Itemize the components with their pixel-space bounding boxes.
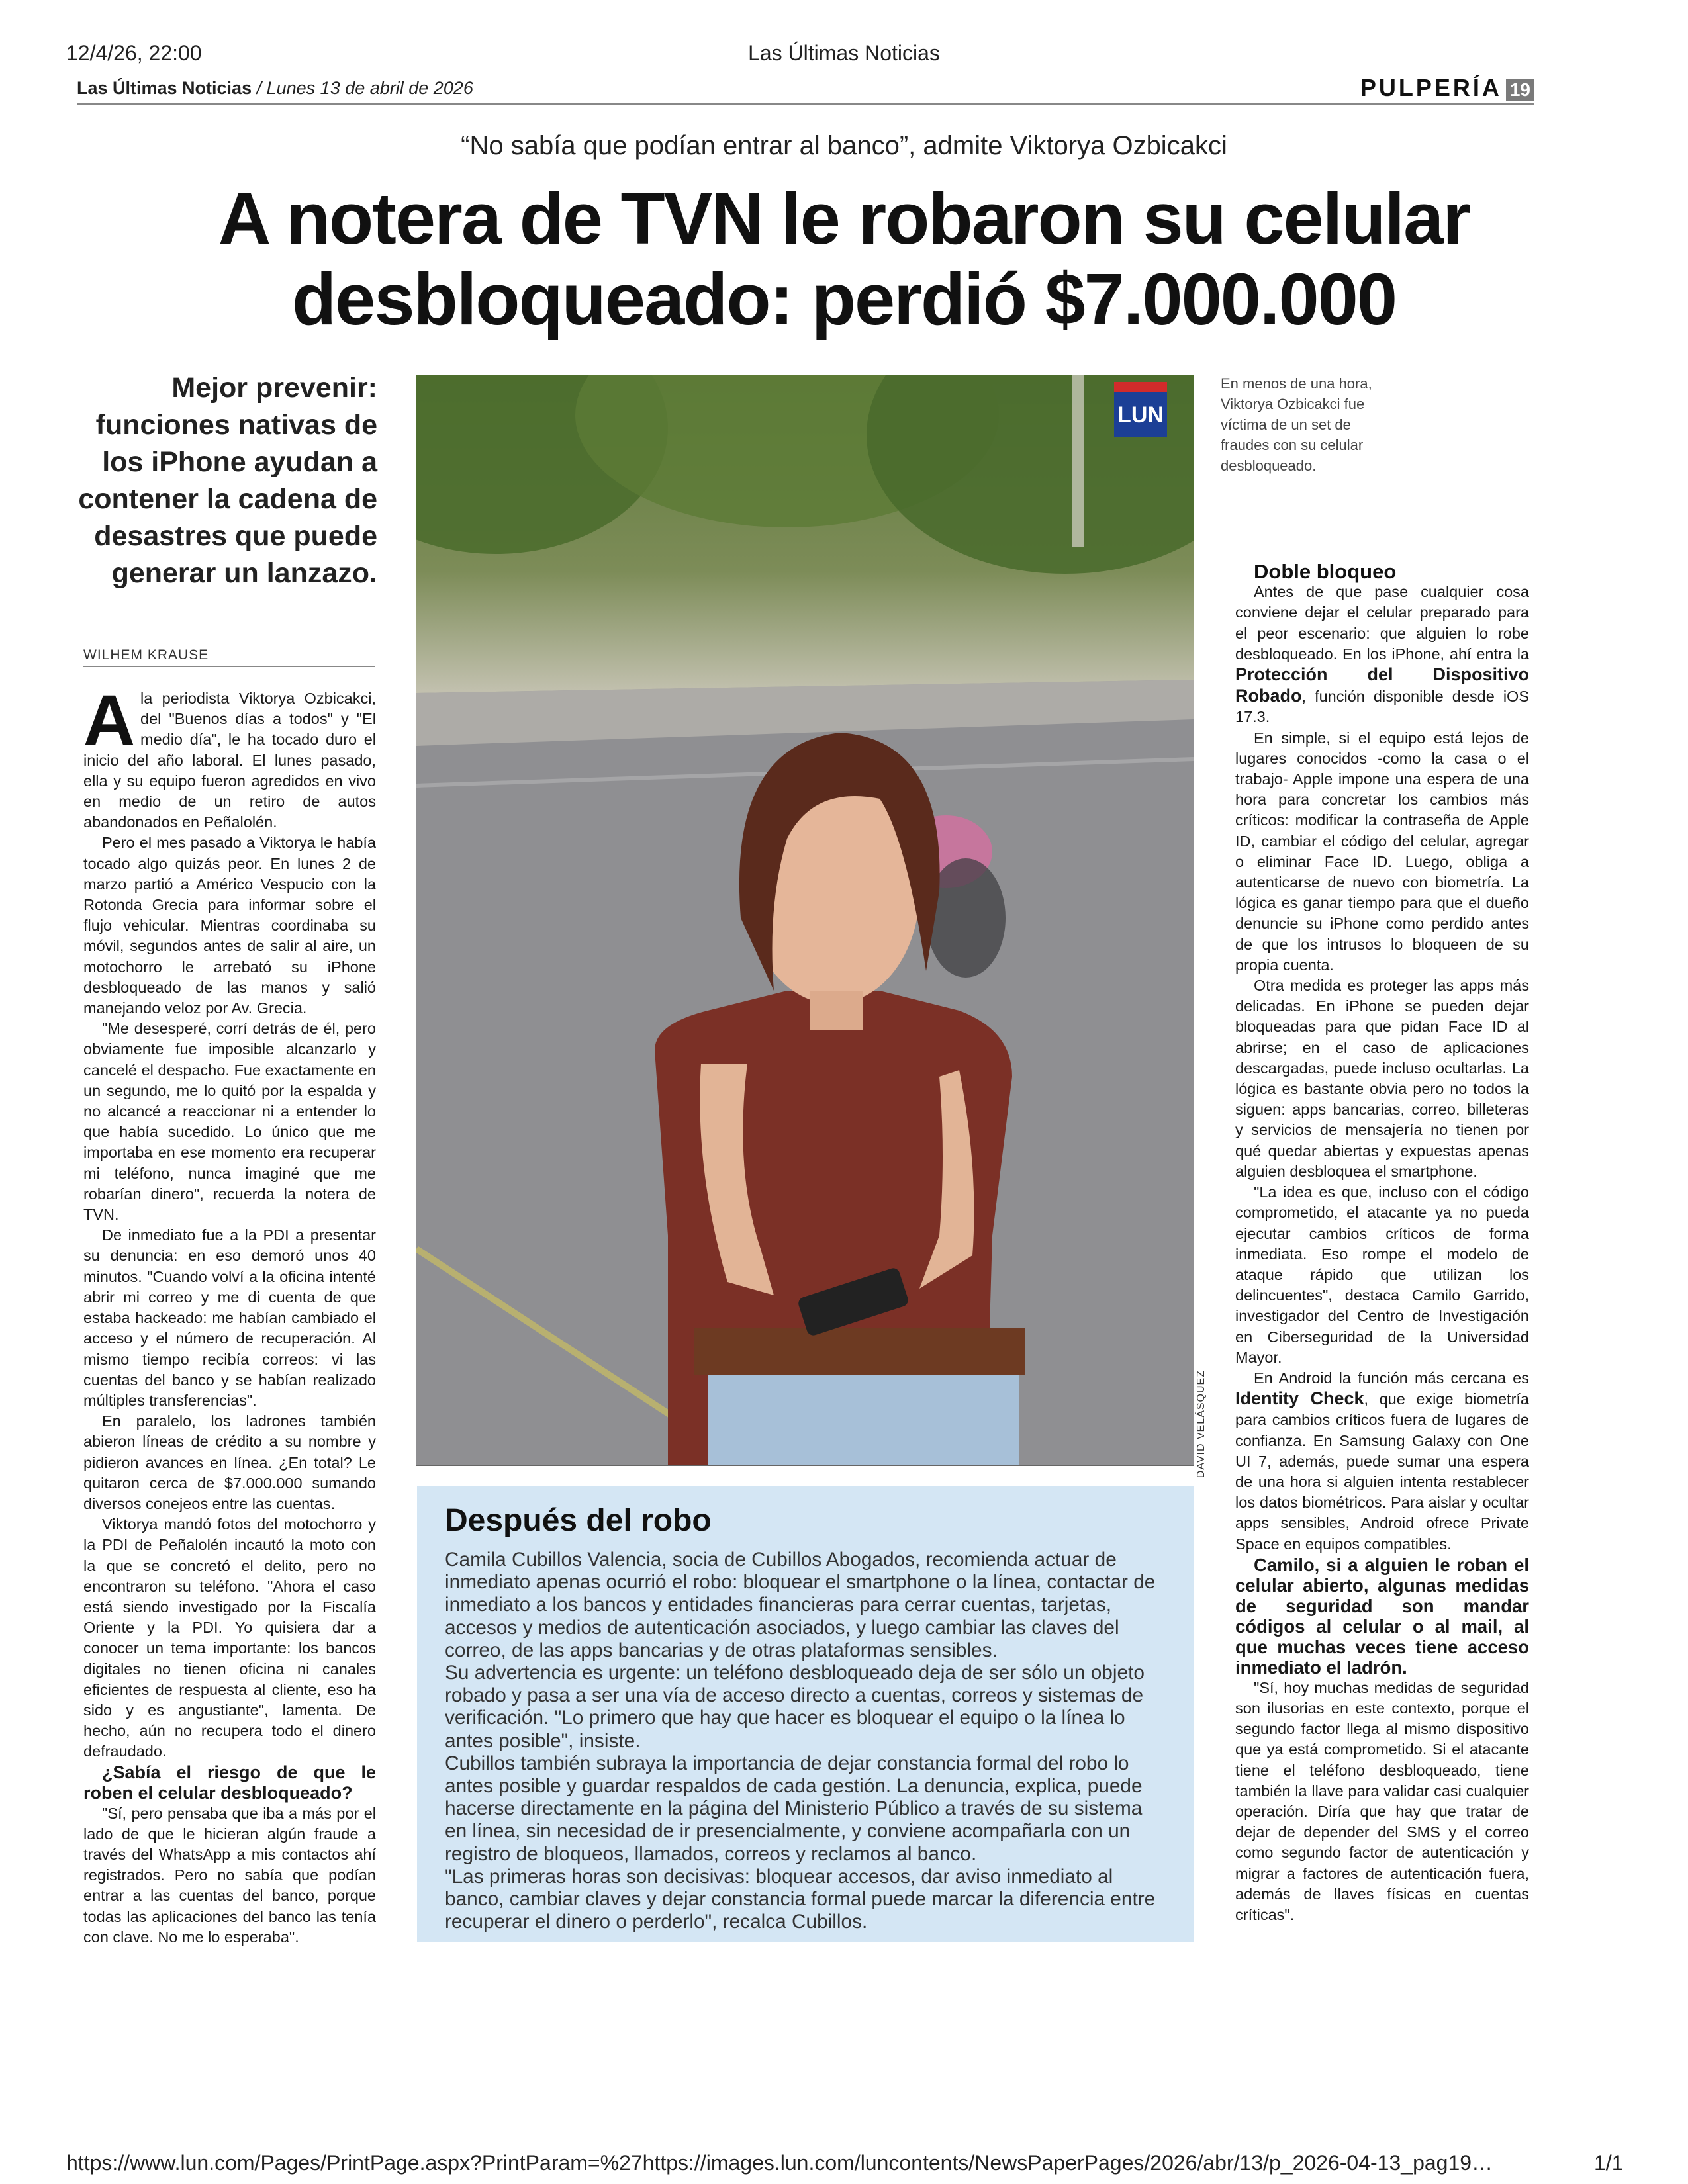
sidebar-paragraph-2: Su advertencia es urgente: un teléfono desbloqueado deja de ser sólo un objeto robado y pasa a ser una vía de acceso directo a cuentas, correos y sistemas de verificación. "Lo primero que hay que hacer es bloquear el equipo o la línea lo antes posible", insiste. xyxy=(445,1662,1145,1752)
right-paragraph-3: Otra medida es proteger las apps más delicadas. En iPhone se pueden dejar bloqueadas para que pidan Face ID al abrirse; en el caso de aplicaciones descargadas, puede incluso ocultarlas. La lógica es bastante obvia pero no todos la siguen: apps bancarias, correo, billeteras y servicios de mensajería no tienen por qué quedar abiertas y expuestas apenas alguien desbloquea el smartphone. xyxy=(1235,977,1529,1180)
print-footer-url[interactable]: https://www.lun.com/Pages/PrintPage.aspx?PrintParam=%27https://images.lun.com/luncontents/NewsPaperPages/2026/abr/13/p_2026-04-13_pag19… xyxy=(66,2151,1493,2175)
sidebar-paragraph-3: Cubillos también subraya la importancia de dejar constancia formal del robo lo antes posible y guardar respaldos de cada gestión. La denuncia, explica, puede hacerse directamente en la página del Ministerio Público a través de su sistema en línea, sin necesidad de ir presencialmente, y conviene acompañarla con un registro de bloqueos, llamados, correos y reclamos al banco. xyxy=(445,1752,1143,1865)
interview-question: ¿Sabía el riesgo de que le roben el celular desbloqueado? xyxy=(83,1762,376,1803)
deck: Mejor prevenir: funciones nativas de los iPhone ayudan a contener la cadena de desastres que puede generar un lanzazo. xyxy=(78,372,377,589)
paper-date: / Lunes 13 de abril de 2026 xyxy=(256,78,473,98)
print-title: Las Últimas Noticias xyxy=(748,41,940,65)
right-paragraph-5: En Android la función más cercana es Identity Check, que exige biometría para cambios críticos fuera de lugares de confianza. En Samsung Galaxy con One UI 7, además, puede sumar una espera de una hora si alguien intenta restablecer los datos biométricos. Para aislar y ocultar apps sensibles, Android ofrece Private Space en equipos compatibles. xyxy=(1235,1369,1529,1553)
dropcap: A xyxy=(83,680,135,760)
left-paragraph-4: De inmediato fue a la PDI a presentar su denuncia: en eso demoró unos 40 minutos. "Cuando volví a la oficina intenté abrir mi correo y me di cuenta de que estaba hackeado: me habían cambiado el acceso y el número de recuperación. Al mismo tiempo recibía correos: vi las cuentas del banco y se habían realizado múltiples transferencias". xyxy=(83,1226,376,1409)
headline xyxy=(132,179,1556,340)
masthead-section xyxy=(1360,74,1534,102)
left-paragraph-5: En paralelo, los ladrones también abieron líneas de crédito a su nombre y pidieron avances en línea. ¿En total? Le quitaron cerca de $7.000.000 sumando diversos conejeos entre las cuentas. xyxy=(83,1412,376,1512)
left-paragraph-6: Viktorya mandó fotos del motochorro y la PDI de Peñalolén incautó la moto con la que se concretó el delito, pero no encontraron su teléfono. "Ahora el caso está siendo investigado por la Fiscalía Oriente y la PDI. Yo quisiera dar a conocer un tema importante: los bancos digitales no tienen oficina ni canales eficientes de respuesta al cliente, eso ha sido y es angustiante", lamenta. De hecho, aún no recupera todo el dinero defraudado. xyxy=(83,1516,376,1760)
print-datetime: 12/4/26, 22:00 xyxy=(66,41,202,65)
right-paragraph-2: En simple, si el equipo está lejos de lugares conocidos -como la casa o el trabajo- Apple impone una espera de una hora para concretar los cambios más críticos: modificar la contraseña de Apple ID, cambiar el código del celular, agregar o eliminar Face ID. Luego, obliga a autenticarse de nuevo con biometría. La lógica es ganar tiempo para que el dueño denuncie su iPhone como perdido antes de que los intrusos lo bloqueen de su propia cuenta. xyxy=(1235,729,1529,974)
headline-line-1: A notera de TVN le robaron su celular xyxy=(218,178,1470,259)
right-interview-answer: "Sí, hoy muchas medidas de seguridad son ilusorias en este contexto, porque el segundo factor llega al mismo dispositivo que ya está comprometido. Si el atacante tiene el teléfono desbloqueado, tiene también la llave para validar casi cualquier operación. Diría que hay que tratar de dejar de depender del SMS y el correo como segundo factor de autenticación y migrar a factores de autenticación fuera, además de llaves físicas en cuentas críticas". xyxy=(1235,1678,1529,1923)
sidebar-paragraph-4: "Las primeras horas son decisivas: bloquear accesos, dar aviso inmediato al banco, cambiar claves y dejar constancia formal puede marcar la diferencia entre recuperar el dinero o perderlo", recalca Cubillos. xyxy=(445,1865,1156,1933)
right-paragraph-4: "La idea es que, incluso con el código comprometido, el atacante ya no pueda ejecutar cambios críticos de forma inmediata. Eso rompe el modelo de ataque rápido que utilizan los delincuentes", destaca Camilo Garrido, investigador del Centro de Investigación en Ciberseguridad de la Universidad Mayor. xyxy=(1235,1183,1529,1366)
masthead-left xyxy=(77,78,473,99)
lun-logo-badge: LUN xyxy=(1114,382,1167,437)
byline: WILHEM KRAUSE xyxy=(83,647,375,667)
article-photo xyxy=(416,375,1194,1466)
right-column xyxy=(1235,561,1529,1925)
section-title-doble-bloqueo: Doble bloqueo xyxy=(1254,560,1397,583)
left-paragraph-2: Pero el mes pasado a Viktorya le había tocado algo quizás peor. En lunes 2 de marzo partió a Américo Vespucio con la Rotonda Grecia para informar sobre el flujo vehicular. Mientras coordinaba su móvil, segundos antes de salir al aire, un motochorro le arrebató su iPhone desbloqueado de las manos y salió manejando veloz por Av. Grecia. xyxy=(83,834,376,1017)
headline-line-2: desbloqueado: perdió $7.000.000 xyxy=(291,259,1397,340)
sidebar-paragraph-1: Camila Cubillos Valencia, socia de Cubillos Abogados, recomienda actuar de inmediato apenas ocurrió el robo: bloquear el smartphone o la línea, contactar de inmediato a los bancos y entidades financieras para cerrar cuentas, tarjetas, accesos y medios de autenticación asociados, y luego cambiar las claves del correo, de las apps bancarias y de otras plataformas sensibles. xyxy=(445,1549,1156,1661)
kicker: “No sabía que podían entrar al banco”, admite Viktorya Ozbicakci xyxy=(461,131,1227,160)
left-paragraph-1: Ala periodista Viktorya Ozbicakci, del "Buenos días a todos" y "El medio día", le ha tocado duro el inicio del año laboral. El lunes pasado, ella y su equipo fueron agredidos en vivo en medio de un retiro de autos abandonados en Peñalolén. xyxy=(83,680,376,831)
sidebar-box-title: Después del robo xyxy=(445,1503,712,1538)
print-footer-page: 1/1 xyxy=(1594,2151,1624,2175)
masthead-rule xyxy=(77,103,1534,105)
paper-name: Las Últimas Noticias xyxy=(77,78,252,98)
photo-illustration xyxy=(416,375,1194,1465)
photo-caption: En menos de una hora, Viktorya Ozbicakci fue víctima de un set de fraudes con su celular desbloqueado. xyxy=(1221,375,1372,474)
section-name: PULPERÍA xyxy=(1360,74,1502,101)
sidebar-box xyxy=(417,1486,1194,1942)
left-paragraph-3: "Me desesperé, corrí detrás de él, pero obviamente fue imposible alcanzarlo y cancelé el despacho. Fue exactamente en un segundo, me lo quitó por la espalda y no alcancé a reaccionar ni a entender lo que había sucedido. Lo único que me importaba en ese momento era recuperar mi teléfono, nunca imaginé que me robarían dinero", recuerda la notera de TVN. xyxy=(83,1020,376,1224)
left-column xyxy=(83,680,376,1948)
right-interview-question: Camilo, si a alguien le roban el celular abierto, algunas medidas de seguridad son mandar códigos al celular o al mail, al que muchas veces tiene acceso inmediato el ladrón. xyxy=(1235,1554,1529,1678)
right-paragraph-1: Antes de que pase cualquier cosa conviene dejar el celular preparado para el peor escenario: que alguien lo robe desbloqueado. En los iPhone, ahí entra la Protección del Dispositivo Robado, función disponible desde iOS 17.3. xyxy=(1235,583,1529,726)
photo-credit: DAVID VELÁSQUEZ xyxy=(1196,1370,1207,1479)
interview-answer: "Sí, pero pensaba que iba a más por el lado de que le hicieran algún fraude a través del WhatsApp a mis contactos ahí registrados. Pero no sabía que podían entrar a las cuentas del banco, porque todas las aplicaciones del banco las tenía con clave. No me lo esperaba". xyxy=(83,1804,376,1946)
page-number: 19 xyxy=(1506,79,1534,101)
sidebar-box-text xyxy=(445,1549,1166,1933)
